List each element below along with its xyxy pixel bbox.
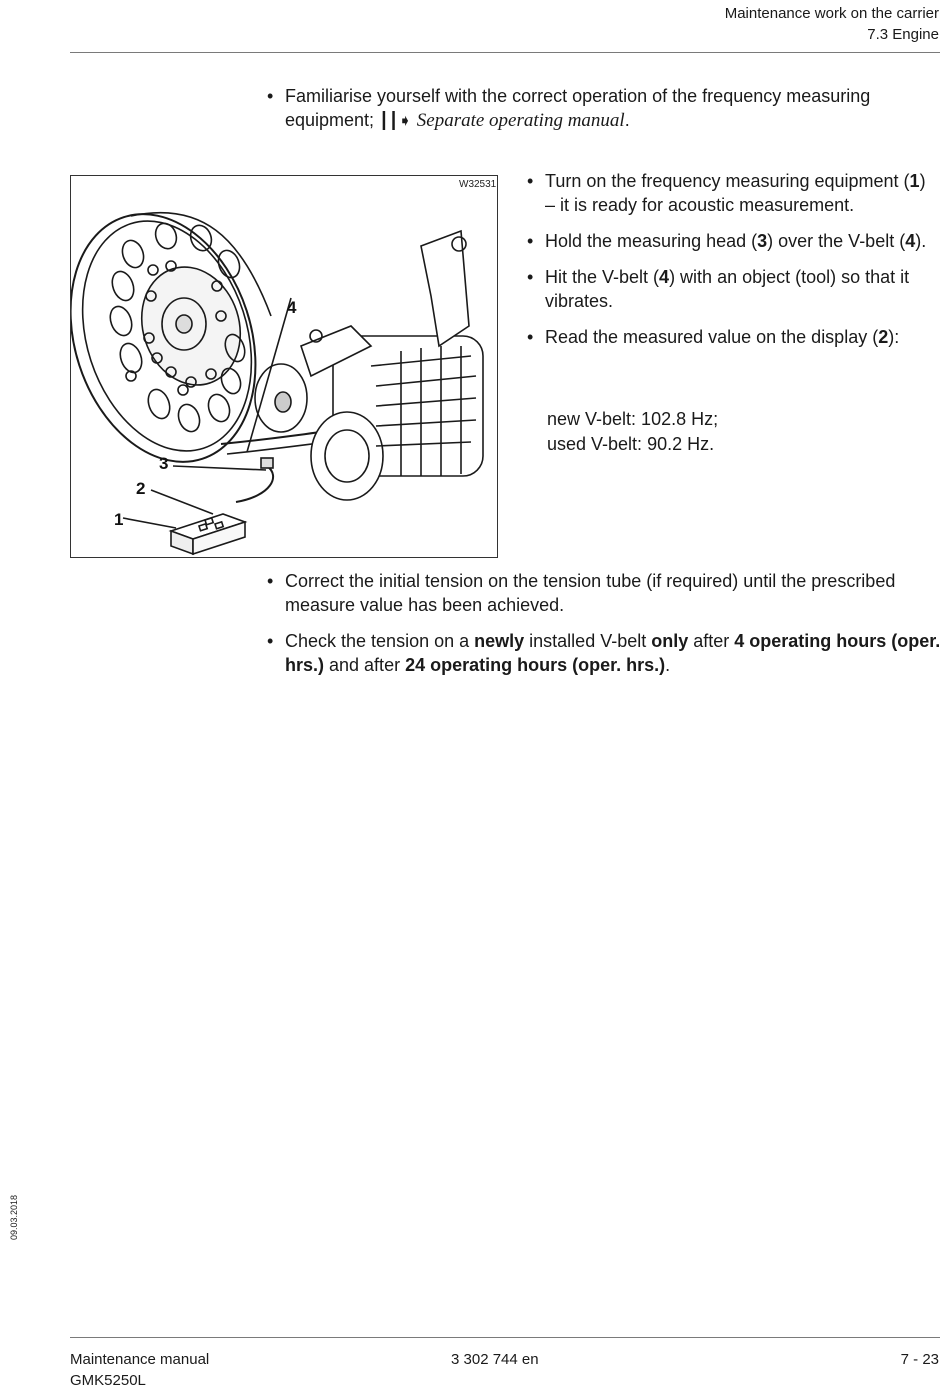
check-tension-bullet: • Check the tension on a newly installed V-belt only after 4 operating hours (oper. hrs.) and after 24 operating hours (oper. hrs.). — [266, 629, 942, 677]
figure-id: W32531 — [459, 179, 497, 190]
correct-tension-bullet: • Correct the initial tension on the tension tube (if required) until the prescribed measure value has been achieved. — [266, 569, 942, 617]
reference-arrow-icon: ┃┃➧ — [379, 111, 412, 130]
page-header — [725, 3, 939, 45]
label-4: 4 — [287, 298, 297, 317]
after-list — [266, 569, 942, 677]
step-hold-head: • Hold the measuring head (3) over the V-belt (4). — [526, 229, 940, 253]
footer-left — [70, 1349, 209, 1391]
step-hit-belt: • Hit the V-belt (4) with an object (tool) so that it vibrates. — [526, 265, 940, 313]
header-section: 7.3 Engine — [867, 26, 939, 43]
header-rule — [70, 52, 940, 53]
intro-bullet: • Familiarise yourself with the correct operation of the frequency measuring equipment; ┃┃➧ Separate operating manual. — [266, 84, 926, 133]
label-3: 3 — [159, 454, 169, 473]
sensor-cable — [236, 466, 273, 502]
frequency-meter-1 — [171, 514, 245, 554]
footer-docnum: 3 302 744 en — [451, 1351, 539, 1368]
footer-model: GMK5250L — [70, 1372, 146, 1389]
step-turn-on: • Turn on the frequency measuring equipment (1) – it is ready for acoustic measurement. — [526, 169, 940, 217]
intro-list — [266, 84, 926, 133]
mounting-bracket — [421, 231, 469, 346]
reference-link[interactable]: Separate operating manual — [416, 110, 625, 131]
step-read-value: • Read the measured value on the display (2): — [526, 325, 940, 349]
side-date: 09.03.2018 — [9, 1194, 19, 1240]
footer-page: 7 - 23 — [900, 1351, 939, 1368]
measured-values — [547, 407, 718, 457]
header-chapter: Maintenance work on the carrier — [724, 5, 939, 22]
footer-rule — [70, 1337, 940, 1338]
measuring-head-3 — [261, 458, 273, 468]
vbelt-measurement-figure — [70, 175, 498, 558]
label-2: 2 — [136, 479, 146, 498]
footer-manual: Maintenance manual — [70, 1351, 210, 1368]
steps-list — [526, 169, 940, 349]
used-belt-value: used V-belt: 90.2 Hz. — [547, 434, 715, 454]
new-belt-value: new V-belt: 102.8 Hz; — [547, 409, 719, 429]
label-1: 1 — [114, 510, 124, 529]
